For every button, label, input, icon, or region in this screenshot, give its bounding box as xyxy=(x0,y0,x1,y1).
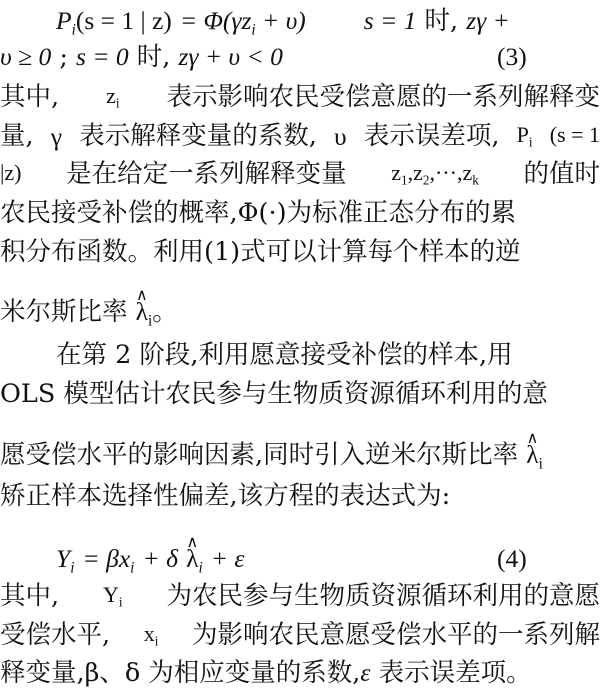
lambda-hat: ∧ λ xyxy=(526,442,538,468)
para1-line-6: 米尔斯比率 ∧ $\lambda_i$。 xyxy=(0,299,600,326)
eq3-case-0: s = 0 xyxy=(76,42,129,71)
para2-line-3: 愿受偿水平的影响因素,同时引入逆米尔斯比率 ∧ $\lambda_i$ xyxy=(0,442,600,469)
eq3-lhs: P xyxy=(56,6,72,35)
equation-3-line-2: υ ≥ 0 ; s = 0 时, zγ + υ < 0 (3) xyxy=(0,42,527,72)
lambda-hat: ∧ λ xyxy=(136,299,148,325)
eq3-case-1: s = 1 xyxy=(363,6,417,35)
equation-4: $Y_i = \beta x_i + \delta$ ∧ $\lambda_i + \varepsilon$ (4) xyxy=(56,546,600,573)
para2-line-2: OLS 模型估计农民参与生物质资源循环利用的意 xyxy=(0,379,548,409)
equation-3-number: (3) xyxy=(497,42,527,71)
para3-line-3: 释变量,β、δ 为相应变量的系数,ε 表示误差项。 xyxy=(0,658,532,688)
para3-line-2: 受偿水平, $x_i$ 为影响农民意愿受偿水平的一系列解 xyxy=(0,620,600,650)
para1-line-4: 农民接受补偿的概率,Φ(·)为标准正态分布的累 xyxy=(0,198,517,228)
para1-line-1: 其中, $z_i$ 表示影响农民受偿意愿的一系列解释变 xyxy=(0,82,600,112)
lambda-hat: ∧ λ xyxy=(186,546,198,572)
eq3-rhs: = Φ(γz xyxy=(179,6,252,35)
eq3-condition: (s = 1 | z) xyxy=(75,6,172,35)
equation-3-line-1: $P_i(s = 1$ | $z) = \Phi(\gamma z_i + \upsilon) s = 1$ 时, zγ + xyxy=(56,6,510,39)
para1-line-5: 积分布函数。利用(1)式可以计算每个样本的逆 xyxy=(0,237,521,267)
para1-line-2: 量, γ 表示解释变量的系数, υ 表示误差项, $P_i$ (s = 1 xyxy=(0,121,600,151)
para2-line-4: 矫正样本选择性偏差,该方程的表达式为: xyxy=(0,481,451,511)
equation-4-number: (4) xyxy=(497,544,527,573)
para3-line-1: 其中, $Y_i$ 为农民参与生物质资源循环利用的意愿 xyxy=(0,581,600,611)
para2-line-1: 在第 2 阶段,利用愿意接受补偿的样本,用 xyxy=(56,340,513,370)
para1-line-3: |z) 是在给定一系列解释变量 $z_1,z_2,\cdot\cdot\cdot,z_k$ 的值时 xyxy=(0,159,600,189)
